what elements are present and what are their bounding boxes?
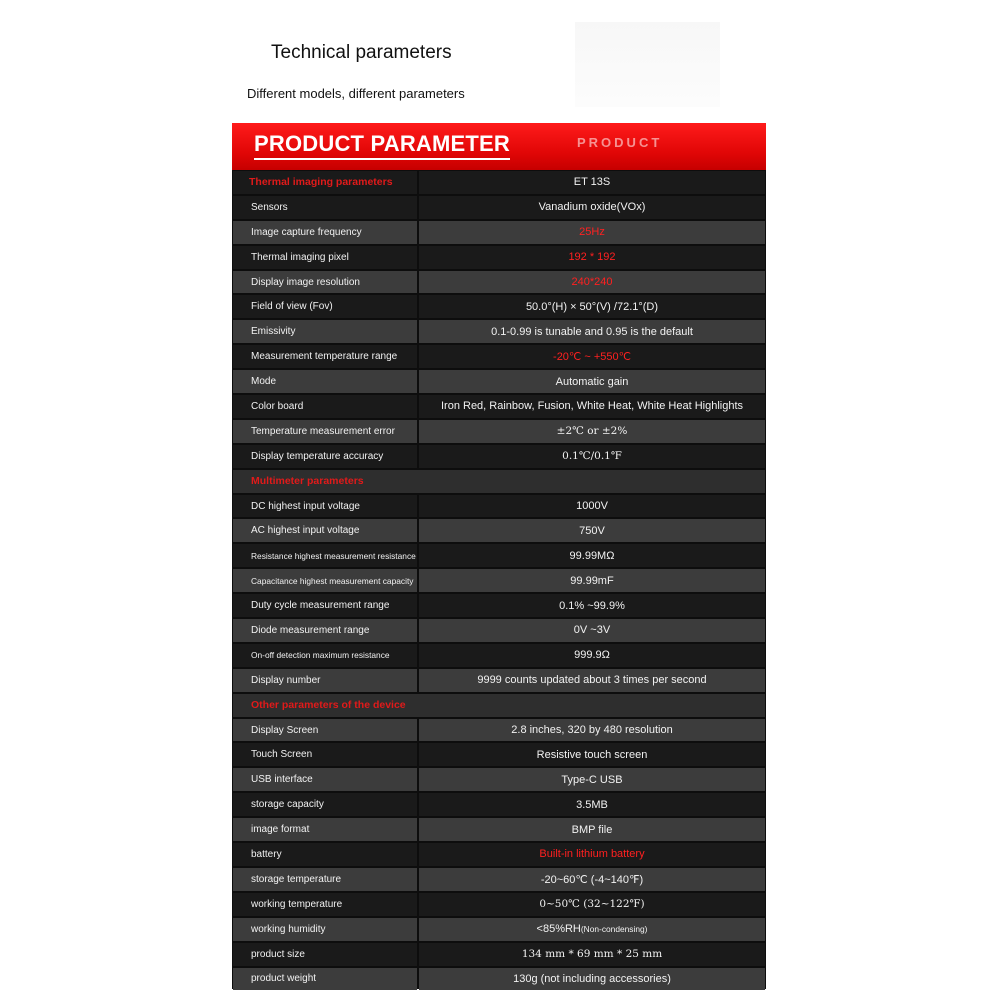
row-label: On-off detection maximum resistance <box>233 644 417 667</box>
table-row <box>233 495 765 518</box>
table-row <box>233 943 765 966</box>
row-label: Sensors <box>233 196 417 219</box>
table-row <box>233 818 765 841</box>
row-value: 240*240 <box>419 271 765 294</box>
table-row <box>233 221 765 244</box>
row-value: Built-in lithium battery <box>419 843 765 866</box>
row-value-note: (Non-condensing) <box>580 924 648 935</box>
section-row <box>233 470 765 493</box>
table-row <box>233 345 765 368</box>
parameter-sheet <box>232 123 766 989</box>
row-value: Vanadium oxide(VOx) <box>419 196 765 219</box>
table-row <box>233 619 765 642</box>
banner-ghost-text: PRODUCT <box>577 135 663 150</box>
row-label: working humidity <box>233 918 417 941</box>
row-label: product weight <box>233 968 417 991</box>
row-value: 192 * 192 <box>419 246 765 269</box>
row-label: image format <box>233 818 417 841</box>
row-label: Measurement temperature range <box>233 345 417 368</box>
row-label: USB interface <box>233 768 417 791</box>
row-value: 0.1-0.99 is tunable and 0.95 is the default <box>419 320 765 343</box>
table-row <box>233 594 765 617</box>
table-row <box>233 544 765 567</box>
row-label: Duty cycle measurement range <box>233 594 417 617</box>
table-row <box>233 719 765 742</box>
row-value: Automatic gain <box>419 370 765 393</box>
model-name: ET 13S <box>419 171 765 194</box>
row-label: Display image resolution <box>233 271 417 294</box>
row-value: Type-C USB <box>419 768 765 791</box>
row-value: Iron Red, Rainbow, Fusion, White Heat, White Heat Highlights <box>419 395 765 418</box>
row-value: 134 mm * 69 mm * 25 mm <box>419 943 765 966</box>
row-value: 999.9Ω <box>419 644 765 667</box>
banner <box>232 123 766 170</box>
row-label: Display number <box>233 669 417 692</box>
row-label: AC highest input voltage <box>233 519 417 542</box>
row-value: 0V ~3V <box>419 619 765 642</box>
row-value: BMP file <box>419 818 765 841</box>
row-value: <85%RH <box>536 923 581 936</box>
section-row <box>233 694 765 717</box>
row-label: Emissivity <box>233 320 417 343</box>
row-label: Thermal imaging pixel <box>233 246 417 269</box>
row-value: Resistive touch screen <box>419 743 765 766</box>
row-value: 3.5MB <box>419 793 765 816</box>
table-header-row <box>233 171 765 194</box>
row-label: Diode measurement range <box>233 619 417 642</box>
row-label: storage temperature <box>233 868 417 891</box>
row-label: Temperature measurement error <box>233 420 417 443</box>
row-label: Color board <box>233 395 417 418</box>
row-value: 0.1% ~99.9% <box>419 594 765 617</box>
table-row <box>233 569 765 592</box>
row-label: Touch Screen <box>233 743 417 766</box>
table-row <box>233 768 765 791</box>
other-section-header: Other parameters of the device <box>233 694 765 717</box>
row-value: ±2℃ or ±2% <box>419 420 765 443</box>
page-subtitle: Different models, different parameters <box>247 86 465 101</box>
page-title: Technical parameters <box>271 42 452 63</box>
table-row <box>233 370 765 393</box>
row-value: 99.99MΩ <box>419 544 765 567</box>
row-label: Image capture frequency <box>233 221 417 244</box>
table-row <box>233 519 765 542</box>
table-row <box>233 295 765 318</box>
table-row <box>233 843 765 866</box>
row-value: 99.99mF <box>419 569 765 592</box>
row-label: Field of view (Fov) <box>233 295 417 318</box>
table-row <box>233 968 765 991</box>
row-value: 0.1℃/0.1℉ <box>419 445 765 468</box>
table-row <box>233 669 765 692</box>
row-label: working temperature <box>233 893 417 916</box>
row-value: -20~60℃ (-4~140℉) <box>419 868 765 891</box>
table-row <box>233 271 765 294</box>
row-value: 9999 counts updated about 3 times per second <box>419 669 765 692</box>
row-label: DC highest input voltage <box>233 495 417 518</box>
table-row <box>233 196 765 219</box>
table-row <box>233 445 765 468</box>
row-label: Display temperature accuracy <box>233 445 417 468</box>
row-value-group <box>419 918 765 941</box>
table-row <box>233 420 765 443</box>
thermal-section-header: Thermal imaging parameters <box>233 171 417 194</box>
table-row <box>233 246 765 269</box>
row-label: storage capacity <box>233 793 417 816</box>
row-label: Mode <box>233 370 417 393</box>
row-value: 2.8 inches, 320 by 480 resolution <box>419 719 765 742</box>
banner-title: PRODUCT PARAMETER <box>254 131 510 156</box>
table-row <box>233 793 765 816</box>
row-value: 130g (not including accessories) <box>419 968 765 991</box>
table-row <box>233 868 765 891</box>
row-label: Display Screen <box>233 719 417 742</box>
row-value: 25Hz <box>419 221 765 244</box>
table-row <box>233 395 765 418</box>
faded-watermark <box>575 22 720 107</box>
row-label: product size <box>233 943 417 966</box>
row-value: 50.0°(H) × 50°(V) /72.1°(D) <box>419 295 765 318</box>
row-label: Capacitance highest measurement capacity <box>233 569 417 592</box>
table-row <box>233 320 765 343</box>
table-row <box>233 893 765 916</box>
row-label: Resistance highest measurement resistance <box>233 544 417 567</box>
table-row <box>233 743 765 766</box>
row-label: battery <box>233 843 417 866</box>
row-value: -20℃ ~ +550℃ <box>419 345 765 368</box>
row-value: 750V <box>419 519 765 542</box>
table-row <box>233 644 765 667</box>
table-row <box>233 918 765 941</box>
parameter-table <box>233 171 765 990</box>
row-value: 0~50℃ (32~122℉) <box>419 893 765 916</box>
row-value: 1000V <box>419 495 765 518</box>
multimeter-section-header: Multimeter parameters <box>233 470 765 493</box>
